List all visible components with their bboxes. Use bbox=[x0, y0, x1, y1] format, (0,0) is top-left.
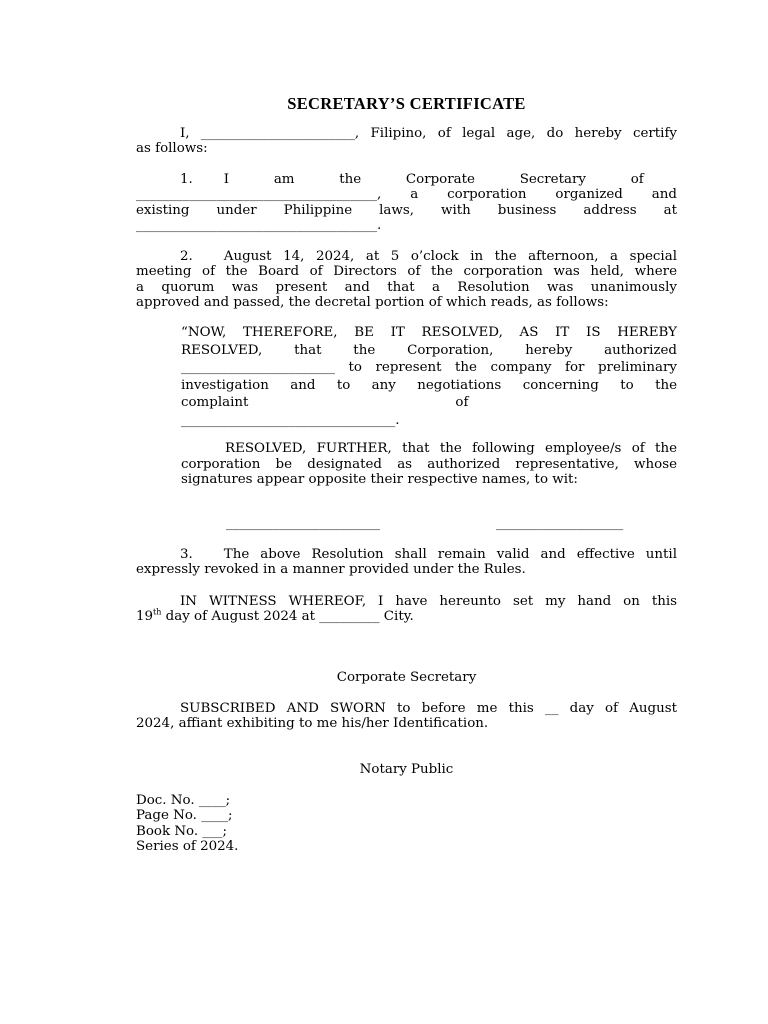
item-1-line-4: ____________________________________. bbox=[136, 218, 382, 234]
resolution-line-4: investigation and to any negotiations concerning to the bbox=[181, 377, 677, 393]
item-1-line-3: existing under Philippine laws, with business address at bbox=[136, 202, 677, 218]
subscribed-line-1: SUBSCRIBED AND SWORN to before me this __ day of August bbox=[180, 701, 677, 716]
resolution-line-1: “NOW, THEREFORE, BE IT RESOLVED, AS IT IS HEREBY bbox=[181, 325, 677, 340]
item-1-line-1: 1. I am the Corporate Secretary of bbox=[180, 172, 644, 187]
doc-no: Doc. No. ____; bbox=[136, 793, 231, 808]
signature-line-left: _______________________ bbox=[226, 516, 380, 531]
subscribed-paragraph bbox=[136, 701, 677, 732]
further-line-2: corporation be designated as authorized representative, whose bbox=[181, 456, 677, 472]
item-2-line-4: approved and passed, the decretal portion of which reads, as follows: bbox=[136, 295, 609, 311]
book-no: Book No. ___; bbox=[136, 823, 227, 839]
item-2-line-2: meeting of the Board of Directors of the corporation was held, where bbox=[136, 264, 677, 280]
further-line-1: RESOLVED, FURTHER, that the following employee/s of the bbox=[225, 441, 677, 456]
further-line-3: signatures appear opposite their respective names, to wit: bbox=[181, 472, 578, 488]
intro-paragraph bbox=[136, 126, 677, 157]
document-title: SECRETARY’S CERTIFICATE bbox=[287, 94, 526, 113]
resolution-block bbox=[181, 324, 677, 430]
item-3-line-1: The above Resolution shall remain valid and effective until bbox=[223, 547, 677, 562]
item-3-line-2: expressly revoked in a manner provided under the Rules. bbox=[136, 562, 526, 578]
witness-paragraph bbox=[136, 594, 677, 625]
signature-line-right: ___________________ bbox=[496, 516, 624, 531]
witness-line-1: IN WITNESS WHEREOF, I have hereunto set my hand on this bbox=[180, 594, 677, 609]
intro-line-1: I, _______________________, Filipino, of legal age, do hereby certify bbox=[180, 126, 677, 141]
intro-line-2: as follows: bbox=[136, 141, 208, 157]
resolution-line-3: _______________________ to represent the company for preliminary bbox=[181, 360, 677, 376]
notary-public-label: Notary Public bbox=[359, 762, 454, 777]
notarial-register bbox=[136, 793, 238, 854]
subscribed-line-2: 2024, affiant exhibiting to me his/her Identification. bbox=[136, 716, 489, 732]
resolved-further-block bbox=[181, 441, 677, 488]
item-1-paragraph bbox=[136, 172, 677, 234]
resolution-line-2: RESOLVED, that the Corporation, hereby authorized bbox=[181, 342, 677, 358]
resolution-line-6: ________________________________. bbox=[181, 412, 400, 428]
item-2-paragraph: 2. August 14, 2024, at 5 o’clock in the afternoon, a special meeting of the Board of Directors of the corporation was held, where a quorum was present and that a Resolution was unanimously approved and passed, the decretal portion of which reads, as follows: bbox=[136, 249, 677, 311]
resolution-line-5: complaint of bbox=[181, 395, 469, 411]
item-3-paragraph: 3. The above Resolution shall remain valid and effective until expressly revoked in a manner provided under the Rules. bbox=[136, 547, 677, 578]
item-2-line-1: August 14, 2024, at 5 o’clock in the afternoon, a special bbox=[223, 249, 677, 264]
item-1-line-2: ____________________________________, a corporation organized and bbox=[136, 187, 677, 203]
document-page bbox=[136, 0, 677, 1024]
corporate-secretary-label: Corporate Secretary bbox=[336, 670, 477, 685]
page-no: Page No. ____; bbox=[136, 808, 233, 824]
witness-line-2: 19th day of August 2024 at _________ City. bbox=[136, 607, 414, 625]
item-2-line-3: a quorum was present and that a Resolution was unanimously bbox=[136, 279, 677, 295]
series: Series of 2024. bbox=[136, 838, 239, 854]
